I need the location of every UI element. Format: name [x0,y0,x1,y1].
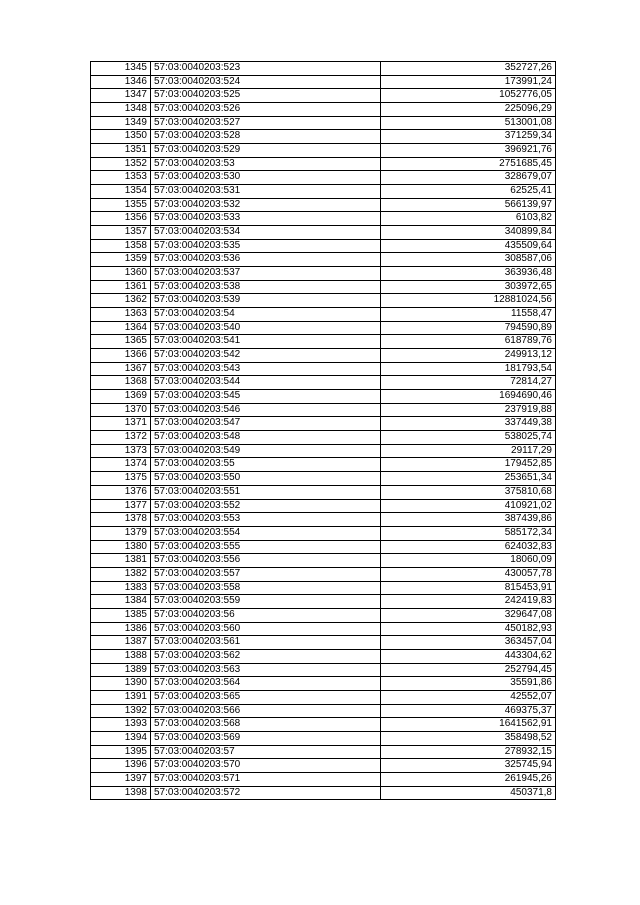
table-row [91,663,556,677]
cadastral-number-cell: 57:03:0040203:533 [151,212,381,226]
value-cell: 249913,12 [381,349,556,363]
cadastral-number-cell: 57:03:0040203:569 [151,731,381,745]
table-row [91,745,556,759]
table-row [91,116,556,130]
value-cell: 443304,62 [381,649,556,663]
table-row [91,403,556,417]
value-cell: 252794,45 [381,663,556,677]
cadastral-number-cell: 57:03:0040203:526 [151,103,381,117]
row-number-cell: 1361 [91,280,151,294]
table-row [91,130,556,144]
value-cell: 618789,76 [381,335,556,349]
table-row [91,458,556,472]
value-cell: 173991,24 [381,75,556,89]
cadastral-number-cell: 57:03:0040203:564 [151,677,381,691]
cadastral-number-cell: 57:03:0040203:534 [151,226,381,240]
row-number-cell: 1392 [91,704,151,718]
cadastral-number-cell: 57:03:0040203:568 [151,718,381,732]
value-cell: 387439,86 [381,513,556,527]
row-number-cell: 1347 [91,89,151,103]
table-row [91,390,556,404]
row-number-cell: 1375 [91,472,151,486]
cadastral-number-cell: 57:03:0040203:525 [151,89,381,103]
cadastral-number-cell: 57:03:0040203:566 [151,704,381,718]
cadastral-number-cell: 57:03:0040203:551 [151,485,381,499]
value-cell: 396921,76 [381,144,556,158]
cadastral-number-cell: 57:03:0040203:555 [151,540,381,554]
value-cell: 225096,29 [381,103,556,117]
row-number-cell: 1358 [91,239,151,253]
row-number-cell: 1374 [91,458,151,472]
value-cell: 35591,86 [381,677,556,691]
table-row [91,581,556,595]
table-row [91,75,556,89]
row-number-cell: 1390 [91,677,151,691]
cadastral-number-cell: 57:03:0040203:559 [151,595,381,609]
row-number-cell: 1370 [91,403,151,417]
cadastral-number-cell: 57:03:0040203:523 [151,62,381,76]
cadastral-number-cell: 57:03:0040203:553 [151,513,381,527]
table-row [91,731,556,745]
cadastral-number-cell: 57:03:0040203:565 [151,690,381,704]
table-row [91,280,556,294]
row-number-cell: 1360 [91,267,151,281]
cadastral-number-cell: 57:03:0040203:55 [151,458,381,472]
cadastral-number-cell: 57:03:0040203:554 [151,526,381,540]
table-row [91,636,556,650]
value-cell: 538025,74 [381,431,556,445]
row-number-cell: 1345 [91,62,151,76]
cadastral-number-cell: 57:03:0040203:543 [151,362,381,376]
cadastral-number-cell: 57:03:0040203:552 [151,499,381,513]
value-cell: 1641562,91 [381,718,556,732]
row-number-cell: 1398 [91,786,151,800]
value-cell: 242419,83 [381,595,556,609]
row-number-cell: 1373 [91,444,151,458]
row-number-cell: 1363 [91,308,151,322]
cadastral-number-cell: 57:03:0040203:560 [151,622,381,636]
table-row [91,513,556,527]
row-number-cell: 1393 [91,718,151,732]
table-row [91,608,556,622]
row-number-cell: 1396 [91,759,151,773]
table-row [91,690,556,704]
table-row [91,772,556,786]
table-row [91,540,556,554]
table-row [91,595,556,609]
table-row [91,239,556,253]
row-number-cell: 1387 [91,636,151,650]
table-row [91,89,556,103]
value-cell: 450371,8 [381,786,556,800]
cadastral-number-cell: 57:03:0040203:541 [151,335,381,349]
cadastral-number-cell: 57:03:0040203:548 [151,431,381,445]
value-cell: 62525,41 [381,185,556,199]
cadastral-number-cell: 57:03:0040203:535 [151,239,381,253]
cadastral-number-cell: 57:03:0040203:563 [151,663,381,677]
table-row [91,308,556,322]
row-number-cell: 1381 [91,554,151,568]
row-number-cell: 1354 [91,185,151,199]
row-number-cell: 1350 [91,130,151,144]
value-cell: 363936,48 [381,267,556,281]
value-cell: 6103,82 [381,212,556,226]
cadastral-number-cell: 57:03:0040203:545 [151,390,381,404]
cadastral-number-cell: 57:03:0040203:531 [151,185,381,199]
value-cell: 308587,06 [381,253,556,267]
table-row [91,677,556,691]
value-cell: 1694690,46 [381,390,556,404]
value-cell: 375810,68 [381,485,556,499]
value-cell: 42552,07 [381,690,556,704]
row-number-cell: 1367 [91,362,151,376]
cadastral-number-cell: 57:03:0040203:529 [151,144,381,158]
cadastral-number-cell: 57:03:0040203:56 [151,608,381,622]
table-row [91,786,556,800]
cadastral-number-cell: 57:03:0040203:547 [151,417,381,431]
table-row [91,362,556,376]
row-number-cell: 1394 [91,731,151,745]
table-row [91,103,556,117]
table-row [91,759,556,773]
value-cell: 513001,08 [381,116,556,130]
row-number-cell: 1379 [91,526,151,540]
row-number-cell: 1364 [91,321,151,335]
cadastral-number-cell: 57:03:0040203:556 [151,554,381,568]
value-cell: 181793,54 [381,362,556,376]
table-row [91,472,556,486]
cadastral-number-cell: 57:03:0040203:530 [151,171,381,185]
cadastral-number-cell: 57:03:0040203:540 [151,321,381,335]
value-cell: 72814,27 [381,376,556,390]
cadastral-number-cell: 57:03:0040203:572 [151,786,381,800]
value-cell: 624032,83 [381,540,556,554]
table-row [91,171,556,185]
row-number-cell: 1356 [91,212,151,226]
row-number-cell: 1371 [91,417,151,431]
table-row [91,294,556,308]
cadastral-number-cell: 57:03:0040203:550 [151,472,381,486]
table-row [91,718,556,732]
value-cell: 329647,08 [381,608,556,622]
value-cell: 430057,78 [381,567,556,581]
table-row [91,485,556,499]
row-number-cell: 1372 [91,431,151,445]
value-cell: 358498,52 [381,731,556,745]
row-number-cell: 1385 [91,608,151,622]
cadastral-number-cell: 57:03:0040203:570 [151,759,381,773]
table-row [91,526,556,540]
row-number-cell: 1391 [91,690,151,704]
cadastral-number-cell: 57:03:0040203:562 [151,649,381,663]
table-row [91,198,556,212]
row-number-cell: 1368 [91,376,151,390]
cadastral-number-cell: 57:03:0040203:527 [151,116,381,130]
cadastral-number-cell: 57:03:0040203:557 [151,567,381,581]
table-row [91,376,556,390]
table-row [91,157,556,171]
table-row [91,349,556,363]
value-cell: 179452,85 [381,458,556,472]
table-row [91,212,556,226]
value-cell: 337449,38 [381,417,556,431]
table-row [91,226,556,240]
value-cell: 435509,64 [381,239,556,253]
value-cell: 585172,34 [381,526,556,540]
value-cell: 794590,89 [381,321,556,335]
cadastral-number-cell: 57:03:0040203:571 [151,772,381,786]
value-cell: 566139,97 [381,198,556,212]
value-cell: 469375,37 [381,704,556,718]
value-cell: 11558,47 [381,308,556,322]
cadastral-number-cell: 57:03:0040203:536 [151,253,381,267]
value-cell: 1052776,05 [381,89,556,103]
cadastral-number-cell: 57:03:0040203:537 [151,267,381,281]
value-cell: 328679,07 [381,171,556,185]
row-number-cell: 1366 [91,349,151,363]
value-cell: 253651,34 [381,472,556,486]
row-number-cell: 1359 [91,253,151,267]
table-row [91,704,556,718]
table-row [91,567,556,581]
row-number-cell: 1352 [91,157,151,171]
table-row [91,499,556,513]
value-cell: 12881024,56 [381,294,556,308]
value-cell: 325745,94 [381,759,556,773]
value-cell: 450182,93 [381,622,556,636]
value-cell: 2751685,45 [381,157,556,171]
value-cell: 18060,09 [381,554,556,568]
row-number-cell: 1376 [91,485,151,499]
value-cell: 303972,65 [381,280,556,294]
table-row [91,431,556,445]
table-body [91,62,556,800]
cadastral-number-cell: 57:03:0040203:558 [151,581,381,595]
row-number-cell: 1397 [91,772,151,786]
cadastral-number-cell: 57:03:0040203:53 [151,157,381,171]
row-number-cell: 1383 [91,581,151,595]
row-number-cell: 1395 [91,745,151,759]
cadastral-number-cell: 57:03:0040203:549 [151,444,381,458]
table-row [91,321,556,335]
cadastral-number-cell: 57:03:0040203:544 [151,376,381,390]
value-cell: 371259,34 [381,130,556,144]
row-number-cell: 1353 [91,171,151,185]
cadastral-number-cell: 57:03:0040203:57 [151,745,381,759]
cadastral-number-cell: 57:03:0040203:54 [151,308,381,322]
row-number-cell: 1378 [91,513,151,527]
cadastral-number-cell: 57:03:0040203:542 [151,349,381,363]
value-cell: 261945,26 [381,772,556,786]
value-cell: 410921,02 [381,499,556,513]
value-cell: 815453,91 [381,581,556,595]
value-cell: 278932,15 [381,745,556,759]
row-number-cell: 1355 [91,198,151,212]
table-row [91,185,556,199]
row-number-cell: 1357 [91,226,151,240]
table-row [91,62,556,76]
row-number-cell: 1386 [91,622,151,636]
table-row [91,144,556,158]
value-cell: 340899,84 [381,226,556,240]
table-row [91,253,556,267]
value-cell: 352727,26 [381,62,556,76]
table-row [91,417,556,431]
row-number-cell: 1346 [91,75,151,89]
row-number-cell: 1377 [91,499,151,513]
table-row [91,444,556,458]
row-number-cell: 1351 [91,144,151,158]
table-row [91,335,556,349]
cadastral-number-cell: 57:03:0040203:546 [151,403,381,417]
row-number-cell: 1362 [91,294,151,308]
table-row [91,554,556,568]
table-row [91,267,556,281]
row-number-cell: 1348 [91,103,151,117]
row-number-cell: 1365 [91,335,151,349]
value-cell: 29117,29 [381,444,556,458]
row-number-cell: 1388 [91,649,151,663]
row-number-cell: 1380 [91,540,151,554]
row-number-cell: 1384 [91,595,151,609]
cadastral-number-cell: 57:03:0040203:524 [151,75,381,89]
cadastral-number-cell: 57:03:0040203:538 [151,280,381,294]
value-cell: 237919,88 [381,403,556,417]
cadastral-number-cell: 57:03:0040203:561 [151,636,381,650]
cadastral-number-cell: 57:03:0040203:528 [151,130,381,144]
cadastral-number-cell: 57:03:0040203:539 [151,294,381,308]
row-number-cell: 1369 [91,390,151,404]
table-row [91,622,556,636]
row-number-cell: 1382 [91,567,151,581]
row-number-cell: 1349 [91,116,151,130]
table-row [91,649,556,663]
data-table [90,61,556,800]
row-number-cell: 1389 [91,663,151,677]
value-cell: 363457,04 [381,636,556,650]
cadastral-number-cell: 57:03:0040203:532 [151,198,381,212]
